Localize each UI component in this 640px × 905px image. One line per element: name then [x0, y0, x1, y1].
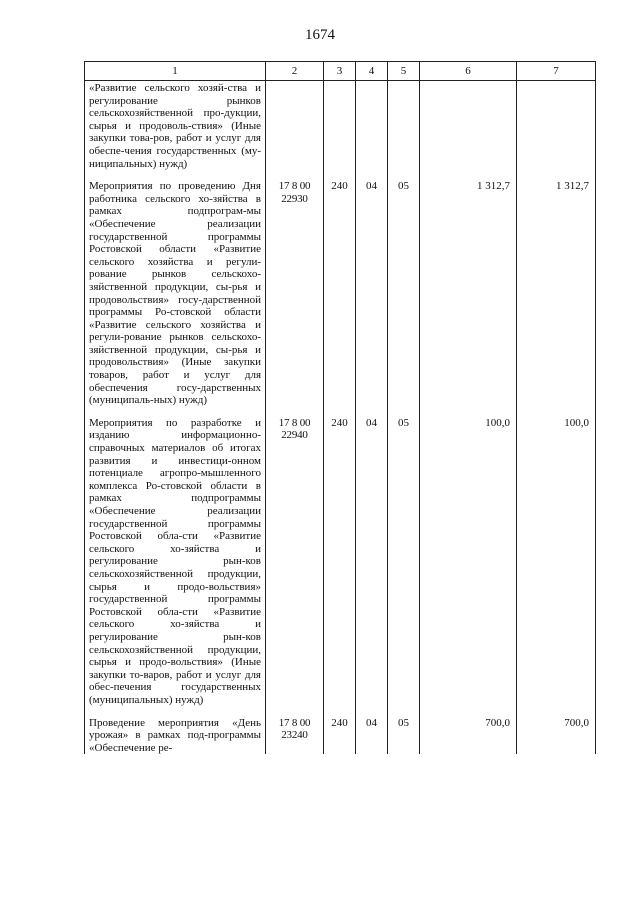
row-target-code: 17 8 00 23240	[266, 717, 324, 755]
row-target-code: 17 8 00 22930	[266, 180, 324, 407]
row-subsection: 05	[388, 417, 420, 707]
row-section: 04	[356, 417, 388, 707]
row-target-code	[266, 81, 324, 171]
row-description: «Развитие сельского хозяй-ства и регулирование рынков сельскохозяйственной про-дукции, сырья и продоволь-ствия» (Иные закупки това-ров, работ и услуг для обеспе-чения государственных (му-ниципальных) нужд)	[85, 81, 266, 171]
row-amount-year2	[517, 81, 596, 171]
budget-table	[84, 61, 596, 754]
row-subsection: 05	[388, 180, 420, 407]
row-spacer	[85, 407, 596, 417]
row-expense-type: 240	[324, 180, 356, 407]
row-expense-type	[324, 81, 356, 171]
header-col-3: 3	[324, 62, 356, 81]
table-row	[85, 180, 596, 407]
row-amount-year2: 700,0	[517, 717, 596, 755]
row-amount-year1: 700,0	[420, 717, 517, 755]
row-amount-year1: 1 312,7	[420, 180, 517, 407]
header-col-4: 4	[356, 62, 388, 81]
row-subsection	[388, 81, 420, 171]
table-row	[85, 417, 596, 707]
table-header	[85, 62, 596, 81]
header-col-2: 2	[266, 62, 324, 81]
row-target-code: 17 8 00 22940	[266, 417, 324, 707]
page-number: 1674	[305, 27, 335, 43]
row-subsection: 05	[388, 717, 420, 755]
row-description: Мероприятия по разработке и изданию информационно-справочных материалов об итогах развития и инвестици-онном потенциале агропро-мышленного комплекса Ро-стовской области в рамках подпрограммы «Обеспечение реализации государственной программы Ростовской обла-сти «Развитие сельского хо-зяйства и регулирование рын-ков сельскохозяйственной продукции, сырья и продо-вольствия» государственной программы Ростовской обла-сти «Развитие сельского хо-зяйства и регулирование рын-ков сельскохозяйственной продукции, сырья и продо-вольствия» (Иные закупки то-варов, работ и услуг для обес-печения государственных (муниципальных) нужд)	[85, 417, 266, 707]
header-col-6: 6	[420, 62, 517, 81]
table-row	[85, 81, 596, 171]
row-amount-year2: 1 312,7	[517, 180, 596, 407]
header-col-1: 1	[85, 62, 266, 81]
header-col-7: 7	[517, 62, 596, 81]
row-amount-year1	[420, 81, 517, 171]
row-section: 04	[356, 180, 388, 407]
row-expense-type: 240	[324, 717, 356, 755]
row-amount-year1: 100,0	[420, 417, 517, 707]
header-col-5: 5	[388, 62, 420, 81]
header-row	[85, 62, 596, 81]
table-row	[85, 717, 596, 755]
row-section	[356, 81, 388, 171]
row-section: 04	[356, 717, 388, 755]
row-description: Проведение мероприятия «День урожая» в рамках под-программы «Обеспечение ре-	[85, 717, 266, 755]
row-spacer	[85, 707, 596, 717]
row-description: Мероприятия по проведению Дня работника сельского хо-зяйства в рамках подпрограм-мы «Обеспечение реализации государственной программы Ростовской области «Развитие сельского хозяйства и регули-рование рынков сельскохо-зяйственной продукции, сы-рья и продовольствия» госу-дарственной программы Ро-стовской области «Развитие сельского хозяйства и регули-рование рынков сельскохо-зяйственной продукции, сы-рья и продовольствия» (Иные закупки товаров, работ и услуг для обеспечения госу-дарственных (муниципаль-ных) нужд)	[85, 180, 266, 407]
row-amount-year2: 100,0	[517, 417, 596, 707]
row-spacer	[85, 170, 596, 180]
row-expense-type: 240	[324, 417, 356, 707]
table-body	[85, 81, 596, 755]
